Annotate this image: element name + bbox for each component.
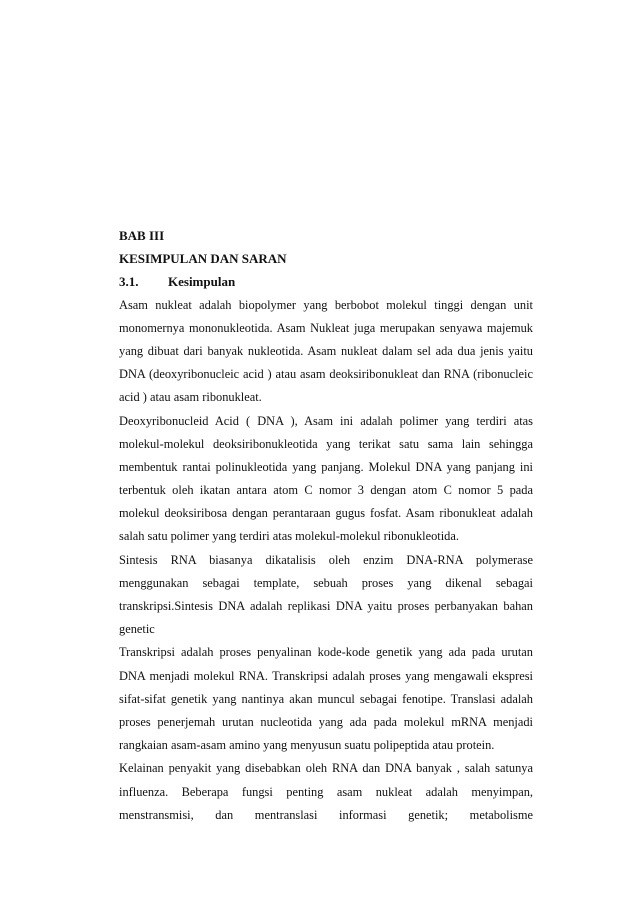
- body-text: [119, 294, 533, 827]
- text-line: monomernya mononukleotida. Asam Nukleat juga merupakan senyawa majemuk: [119, 320, 533, 335]
- section-title: [119, 270, 533, 293]
- text-line: Deoxyribonucleid Acid ( DNA ), Asam ini adalah polimer yang terdiri atas: [119, 413, 533, 428]
- text-line: DNA menjadi molekul RNA. Transkripsi adalah proses yang mengawali ekspresi: [119, 668, 533, 683]
- text-line: molekul-molekul deoksiribonukleotida yang terikat satu sama lain sehingga: [119, 436, 533, 451]
- text-line: transkripsi.Sintesis DNA adalah replikasi DNA yaitu proses perbanyakan bahan: [119, 599, 533, 613]
- page-content: [119, 224, 533, 827]
- text-line: molekul deoksiribosa dengan perantaraan gugus fosfat. Asam ribonukleat adalah: [119, 506, 533, 521]
- paragraph: [119, 641, 533, 757]
- text-line: DNA (deoxyribonucleic acid ) atau asam deoksiribonukleat dan RNA (ribonucleic: [119, 367, 533, 382]
- text-line: menggunakan sebagai template, sebuah proses yang dikenal sebagai: [119, 575, 533, 590]
- text-line: proses penerjemah urutan nucleotida yang ada pada molekul mRNA menjadi: [119, 714, 533, 729]
- paragraph: [119, 757, 533, 827]
- text-line: membentuk rantai polinukleotida yang panjang. Molekul DNA yang panjang ini: [119, 459, 533, 474]
- section-title-text: Kesimpulan: [168, 274, 236, 290]
- chapter-heading: BAB III: [119, 228, 165, 243]
- text-line: Kelainan penyakit yang disebabkan oleh RNA dan DNA banyak , salah satunya: [119, 761, 533, 776]
- text-line: salah satu polimer yang terdiri atas molekul-molekul ribonukleotida.: [119, 529, 459, 544]
- section-number: 3.1.: [119, 274, 139, 290]
- text-line: yang dibuat dari banyak nukleotida. Asam nukleat dalam sel ada dua jenis yaitu: [119, 343, 533, 358]
- paragraph: [119, 410, 533, 549]
- text-line: Sintesis RNA biasanya dikatalisis oleh enzim DNA-RNA polymerase: [119, 552, 533, 567]
- text-line: genetic: [119, 622, 155, 637]
- paragraph: [119, 294, 533, 410]
- paragraph: [119, 549, 533, 642]
- text-line: menstransmisi, dan mentranslasi informasi genetik; metabolisme: [119, 807, 533, 822]
- text-line: terbentuk oleh ikatan antara atom C nomor 3 dengan atom C nomor 5 pada: [119, 483, 533, 498]
- text-line: acid ) atau asam ribonukleat.: [119, 390, 262, 405]
- text-line: rangkaian asam-asam amino yang menyusun suatu polipeptida atau protein.: [119, 738, 495, 753]
- text-line: Transkripsi adalah proses penyalinan kode-kode genetik yang ada pada urutan: [119, 645, 533, 660]
- text-line: Asam nukleat adalah biopolymer yang berbobot molekul tinggi dengan unit: [119, 297, 533, 312]
- text-line: influenza. Beberapa fungsi penting asam nukleat adalah menyimpan,: [119, 784, 533, 799]
- text-line: sifat-sifat genetik yang nantinya akan muncul sebagai fenotipe. Translasi adalah: [119, 691, 533, 706]
- chapter-title: KESIMPULAN DAN SARAN: [119, 251, 287, 267]
